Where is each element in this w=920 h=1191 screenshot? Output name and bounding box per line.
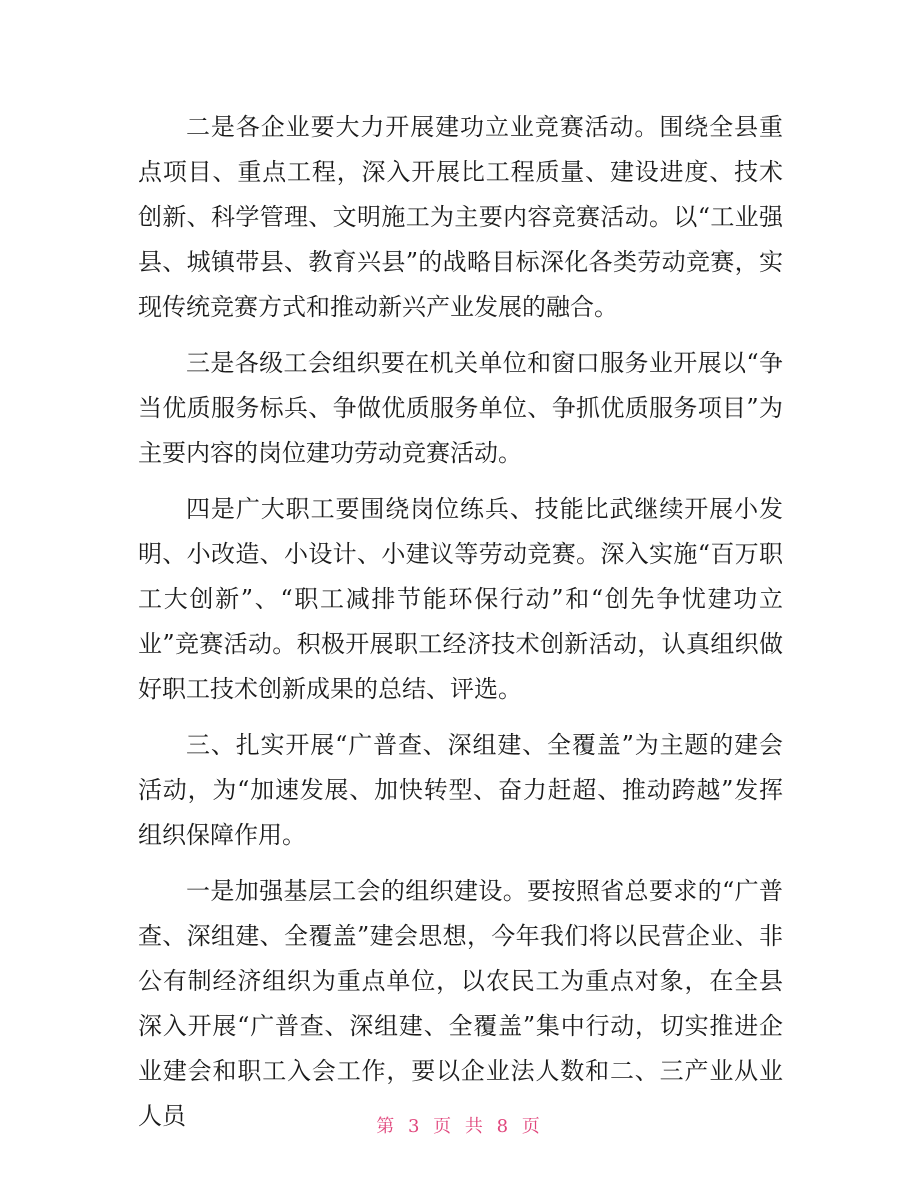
page-number-footer: 第 3 页 共 8 页	[376, 1116, 544, 1137]
document-body	[138, 105, 783, 1150]
paragraph-5: 一是加强基层工会的组织建设。要按照省总要求的“广普查、深组建、全覆盖”建会思想，今年我们将以民营企业、非公有制经济组织为重点单位，以农民工为重点对象，在全县深入开展“广普查、深组建、全覆盖”集中行动，切实推进企业建会和职工入会工作，要以企业法人数和二、三产业从业人员	[138, 877, 783, 1130]
paragraph-2: 三是各级工会组织要在机关单位和窗口服务业开展以“争当优质服务标兵、争做优质服务单位、争抓优质服务项目”为主要内容的岗位建功劳动竞赛活动。	[138, 349, 783, 467]
paragraph-3: 四是广大职工要围绕岗位练兵、技能比武继续开展小发明、小改造、小设计、小建议等劳动竞赛。深入实施“百万职工大创新”、“职工减排节能环保行动”和“创先争忧建功立业”竞赛活动。积极开展职工经济技术创新活动，认真组织做好职工技术创新成果的总结、评选。	[138, 495, 783, 703]
paragraph-4: 三、扎实开展“广普查、深组建、全覆盖”为主题的建会活动，为“加速发展、加快转型、奋力赶超、推动跨越”发挥组织保障作用。	[138, 731, 783, 849]
paragraph-1: 二是各企业要大力开展建功立业竞赛活动。围绕全县重点项目、重点工程，深入开展比工程质量、建设进度、技术创新、科学管理、文明施工为主要内容竞赛活动。以“工业强县、城镇带县、教育兴县”的战略目标深化各类劳动竞赛，实现传统竞赛方式和推动新兴产业发展的融合。	[138, 113, 783, 321]
